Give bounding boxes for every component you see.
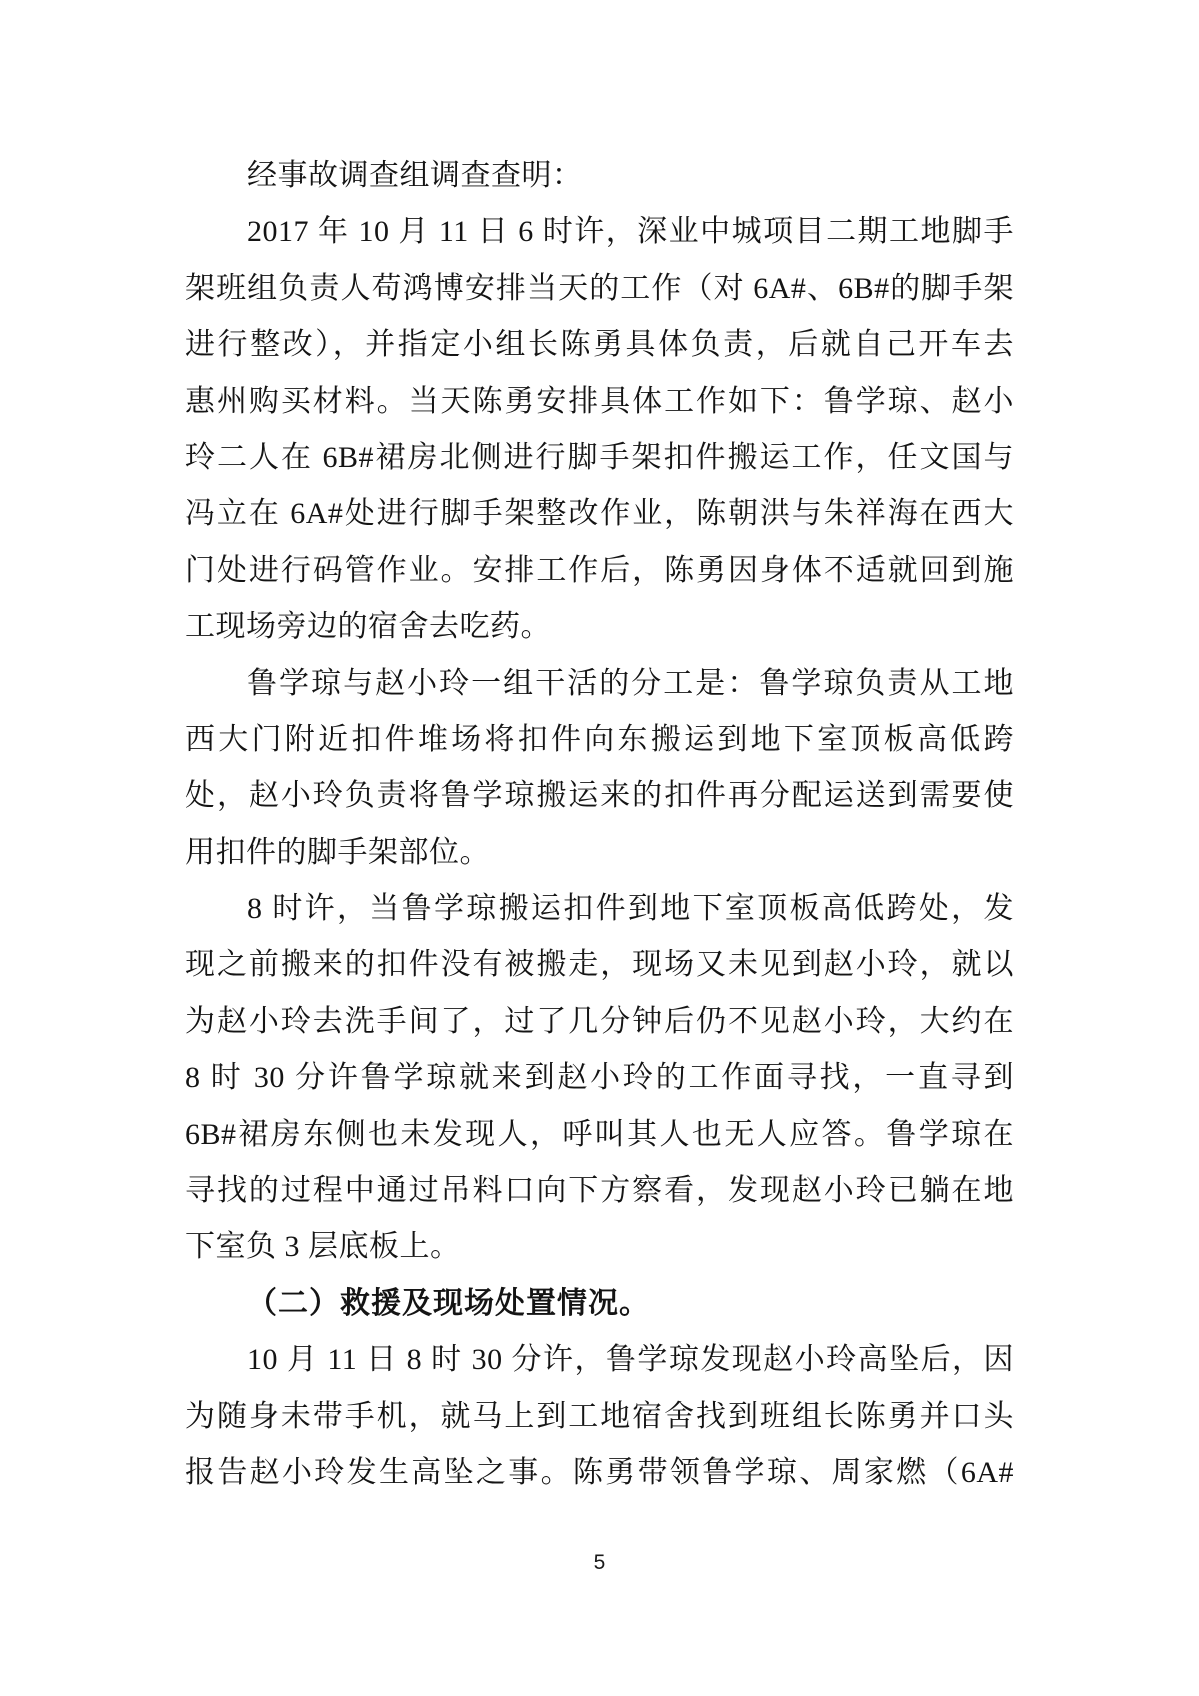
text-line: 惠州购买材料。当天陈勇安排具体工作如下：鲁学琼、赵小 bbox=[185, 384, 1014, 418]
text-line: 报告赵小玲发生高坠之事。陈勇带领鲁学琼、周家燃（6A# bbox=[185, 1455, 1014, 1489]
text-line: 2017 年 10 月 11 日 6 时许，深业中城项目二期工地脚手 bbox=[247, 215, 1014, 249]
text-line: 进行整改），并指定小组长陈勇具体负责，后就自己开车去 bbox=[185, 328, 1014, 362]
section-heading bbox=[185, 1276, 1014, 1332]
text-line: 8 时 30 分许鲁学琼就来到赵小玲的工作面寻找，一直寻到 bbox=[185, 1061, 1014, 1095]
page-number: 5 bbox=[593, 1551, 606, 1574]
text-line: 门处进行码管作业。安排工作后，陈勇因身体不适就回到施 bbox=[185, 553, 1014, 587]
text-line: 现之前搬来的扣件没有被搬走，现场又未见到赵小玲，就以 bbox=[185, 948, 1014, 982]
text-line: 工现场旁边的宿舍去吃药。 bbox=[185, 610, 551, 644]
text-line: 寻找的过程中通过吊料口向下方察看，发现赵小玲已躺在地 bbox=[185, 1174, 1014, 1208]
text-line: 玲二人在 6B#裙房北侧进行脚手架扣件搬运工作，任文国与 bbox=[185, 440, 1014, 474]
text-line: （二）救援及现场处置情况。 bbox=[247, 1286, 650, 1320]
text-line: 西大门附近扣件堆场将扣件向东搬运到地下室顶板高低跨 bbox=[185, 722, 1014, 756]
text-line: 处，赵小玲负责将鲁学琼搬运来的扣件再分配运送到需要使 bbox=[185, 779, 1014, 813]
text-line: 10 月 11 日 8 时 30 分许，鲁学琼发现赵小玲高坠后，因 bbox=[247, 1343, 1014, 1377]
document-body bbox=[185, 148, 1014, 1501]
text-line: 为赵小玲去洗手间了，过了几分钟后仍不见赵小玲，大约在 bbox=[185, 1004, 1014, 1038]
text-line: 架班组负责人苟鸿博安排当天的工作（对 6A#、6B#的脚手架 bbox=[185, 271, 1014, 305]
text-line: 为随身未带手机，就马上到工地宿舍找到班组长陈勇并口头 bbox=[185, 1399, 1014, 1433]
paragraph bbox=[185, 656, 1014, 882]
paragraph bbox=[185, 148, 1014, 204]
text-line: 冯立在 6A#处进行脚手架整改作业，陈朝洪与朱祥海在西大 bbox=[185, 497, 1014, 531]
text-line: 6B#裙房东侧也未发现人，呼叫其人也无人应答。鲁学琼在 bbox=[185, 1117, 1014, 1151]
text-line: 用扣件的脚手架部位。 bbox=[185, 835, 490, 869]
text-line: 经事故调查组调查查明： bbox=[247, 159, 583, 192]
text-line: 鲁学琼与赵小玲一组干活的分工是：鲁学琼负责从工地 bbox=[247, 666, 1014, 700]
paragraph bbox=[185, 881, 1014, 1276]
text-line: 下室负 3 层底板上。 bbox=[185, 1230, 461, 1264]
text-line: 8 时许，当鲁学琼搬运扣件到地下室顶板高低跨处，发 bbox=[247, 892, 1014, 926]
paragraph bbox=[185, 1332, 1014, 1501]
paragraph bbox=[185, 204, 1014, 655]
